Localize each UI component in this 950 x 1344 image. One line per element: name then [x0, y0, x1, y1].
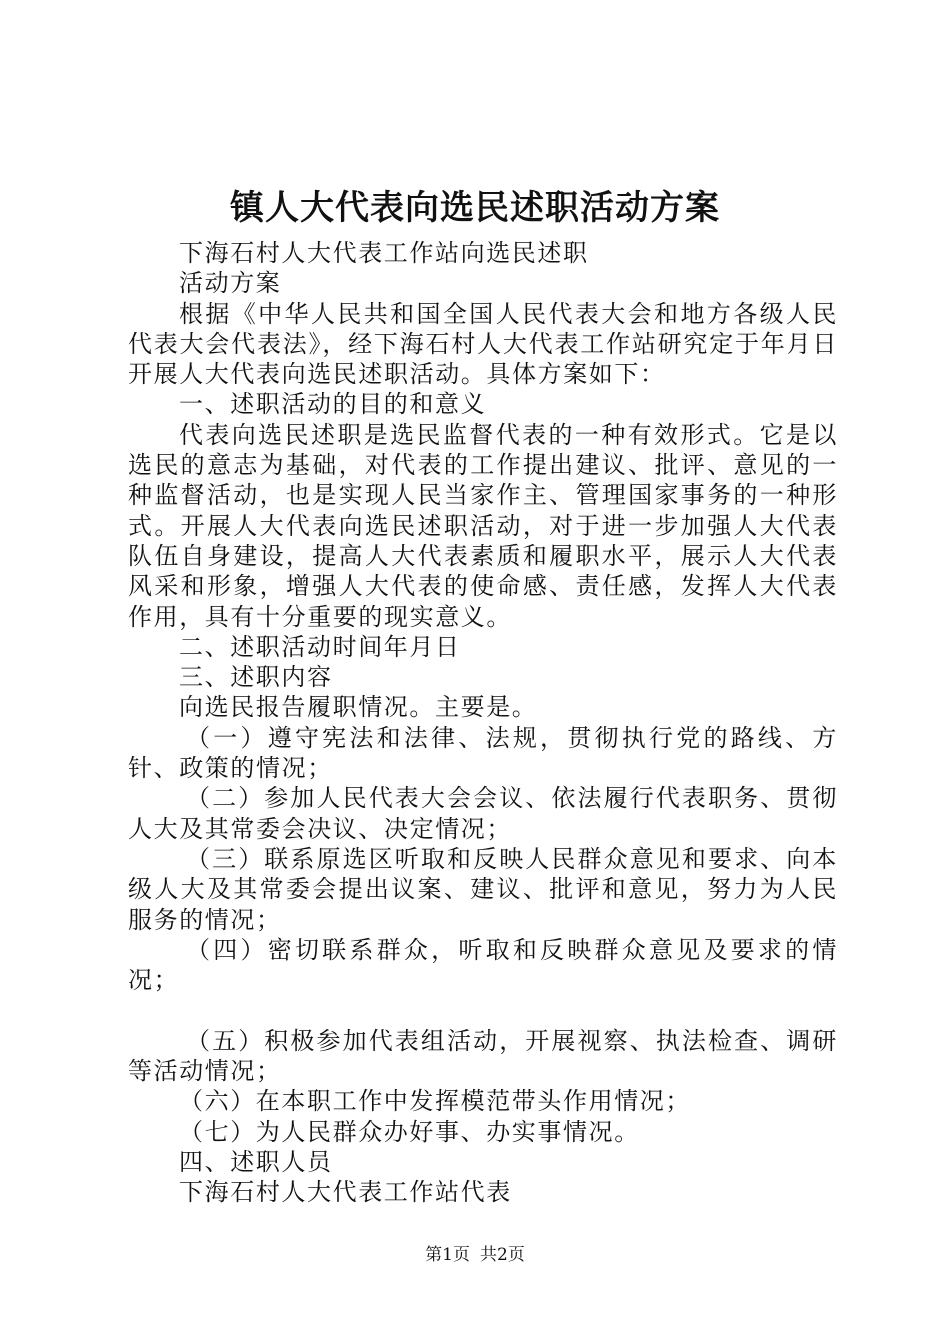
list-item: （四）密切联系群众，听取和反映群众意见及要求的情况； [128, 935, 838, 995]
list-item: （三）联系原选区听取和反映人民群众意见和要求、向本级人大及其常委会提出议案、建议、批评和意见，努力为人民服务的情况； [128, 844, 838, 934]
paragraph-heading-line2: 活动方案 [179, 269, 282, 298]
page-number: 第1页 [425, 1245, 470, 1265]
page-title: 镇人大代表向选民述职活动方案 [230, 188, 720, 228]
paragraph-purpose: 代表向选民述职是选民监督代表的一种有效形式。它是以选民的意志为基础，对代表的工作提出建议、批评、意见的一种监督活动，也是实现人民当家作主、管理国家事务的一种形式。开展人大代表向选民述职活动，对于进一步加强人大代表队伍自身建设，提高人大代表素质和履职水平，展示人大代表风采和形象，增强人大代表的使命感、责任感，发挥人大代表作用，具有十分重要的现实意义。 [128, 420, 838, 631]
blank-line [128, 995, 838, 1025]
page-footer [0, 1243, 950, 1267]
section-heading-time: 二、述职活动时间年月日 [179, 632, 461, 661]
section-heading-personnel: 四、述职人员 [179, 1147, 333, 1176]
section-heading-purpose: 一、述职活动的目的和意义 [179, 390, 487, 419]
paragraph-heading-line1: 下海石村人大代表工作站向选民述职 [179, 239, 589, 267]
list-item: （七）为人民群众办好事、办实事情况。 [179, 1117, 640, 1146]
paragraph-intro: 根据《中华人民共和国全国人民代表大会和地方各级人民代表大会代表法》，经下海石村人大代表工作站研究定于年月日开展人大代表向选民述职活动。具体方案如下： [128, 299, 838, 389]
section-heading-content: 三、述职内容 [179, 663, 333, 692]
list-item: （一）遵守宪法和法律、法规，贯彻执行党的路线、方针、政策的情况； [128, 723, 838, 783]
document-body [128, 238, 838, 1208]
page-total: 共2页 [480, 1245, 525, 1265]
list-item: （五）积极参加代表组活动，开展视察、执法检查、调研等活动情况； [128, 1026, 838, 1086]
paragraph-content-intro: 向选民报告履职情况。主要是。 [179, 693, 538, 722]
list-item: （六）在本职工作中发挥模范带头作用情况； [179, 1087, 691, 1116]
list-item: （二）参加人民代表大会会议、依法履行代表职务、贯彻人大及其常委会决议、决定情况； [128, 784, 838, 843]
paragraph-personnel: 下海石村人大代表工作站代表 [179, 1178, 512, 1207]
